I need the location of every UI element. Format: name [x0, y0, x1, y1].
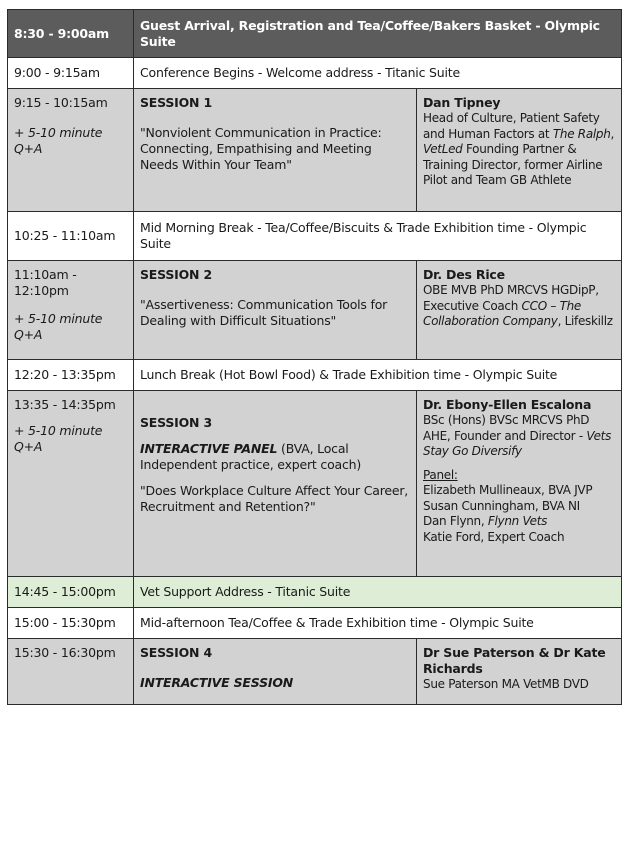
panel-heading: Panel: [423, 467, 458, 482]
event-cell: Conference Begins - Welcome address - Titanic Suite [134, 58, 622, 89]
time-text: 13:35 - 14:35pm [14, 397, 116, 412]
table-row [8, 89, 622, 212]
speaker-name: Dr. Des Rice [423, 267, 505, 282]
event-cell: Mid Morning Break - Tea/Coffee/Biscuits & Trade Exhibition time - Olympic Suite [134, 212, 622, 261]
event-cell: Lunch Break (Hot Bowl Food) & Trade Exhibition time - Olympic Suite [134, 360, 622, 391]
speaker-cell [417, 89, 622, 212]
table-row [8, 58, 622, 89]
table-row [8, 608, 622, 639]
table-row [8, 577, 622, 608]
qa-note: + 5-10 minute Q+A [14, 125, 103, 156]
session-title: "Does Workplace Culture Affect Your Career, Recruitment and Retention?" [140, 483, 409, 514]
speaker-details: OBE MVB PhD MRCVS HGDipP, Executive Coach CCO – The Collaboration Company, Lifeskillz [423, 283, 613, 328]
speaker-name: Dr Sue Paterson & Dr Kate Richards [423, 645, 606, 676]
panel-member: Susan Cunningham, BVA NI [423, 498, 580, 513]
panel-description: INTERACTIVE PANEL (BVA, Local Independent practice, expert coach) [140, 441, 362, 472]
event-cell: Guest Arrival, Registration and Tea/Coffee/Bakers Basket - Olympic Suite [134, 10, 622, 58]
time-cell [8, 89, 134, 212]
qa-note: + 5-10 minute Q+A [14, 311, 103, 342]
speaker-name: Dr. Ebony-Ellen Escalona [423, 397, 592, 412]
session-label: SESSION 1 [140, 95, 212, 110]
time-cell [8, 391, 134, 577]
event-cell: Vet Support Address - Titanic Suite [134, 577, 622, 608]
time-text: 11:10am - 12:10pm [14, 267, 77, 298]
speaker-details: Head of Culture, Patient Safety and Human Factors at The Ralph, VetLed Founding Partner & Training Director, former Airline Pilot and Team GB Athlete [423, 111, 615, 187]
table-row [8, 639, 622, 705]
session-cell [134, 391, 417, 577]
session-cell [134, 261, 417, 360]
session-label: SESSION 3 [140, 415, 212, 430]
time-cell: 10:25 - 11:10am [8, 212, 134, 261]
table-row [8, 212, 622, 261]
panel-member: Elizabeth Mullineaux, BVA JVP [423, 483, 593, 497]
time-cell: 12:20 - 13:35pm [8, 360, 134, 391]
speaker-cell [417, 261, 622, 360]
time-text: 9:15 - 10:15am [14, 95, 108, 110]
event-cell: Mid-afternoon Tea/Coffee & Trade Exhibition time - Olympic Suite [134, 608, 622, 639]
session-title: "Assertiveness: Communication Tools for Dealing with Difficult Situations" [140, 297, 388, 328]
speaker-cell [417, 639, 622, 705]
speaker-name: Dan Tipney [423, 95, 501, 110]
panel-member: Katie Ford, Expert Coach [423, 529, 565, 544]
table-row [8, 391, 622, 577]
time-cell: 9:00 - 9:15am [8, 58, 134, 89]
time-cell: 8:30 - 9:00am [8, 10, 134, 58]
session-title: "Nonviolent Communication in Practice: Connecting, Empathising and Meeting Needs Within Your Team" [140, 125, 382, 172]
session-label: SESSION 4 [140, 645, 212, 660]
time-cell: 14:45 - 15:00pm [8, 577, 134, 608]
time-cell: 15:00 - 15:30pm [8, 608, 134, 639]
speaker-cell [417, 391, 622, 577]
schedule-table [7, 9, 622, 705]
speaker-details: Sue Paterson MA VetMB DVD [423, 677, 589, 691]
table-row [8, 360, 622, 391]
session-cell [134, 89, 417, 212]
qa-note: + 5-10 minute Q+A [14, 423, 103, 454]
time-cell: 15:30 - 16:30pm [8, 639, 134, 705]
panel-member: Dan Flynn, Flynn Vets [423, 514, 548, 528]
time-cell [8, 261, 134, 360]
session-subtitle: INTERACTIVE SESSION [140, 675, 294, 690]
table-row [8, 10, 622, 58]
session-cell [134, 639, 417, 705]
table-row [8, 261, 622, 360]
session-label: SESSION 2 [140, 267, 212, 282]
speaker-details: BSc (Hons) BVSc MRCVS PhD AHE, Founder and Director - Vets Stay Go Diversify [423, 413, 612, 458]
